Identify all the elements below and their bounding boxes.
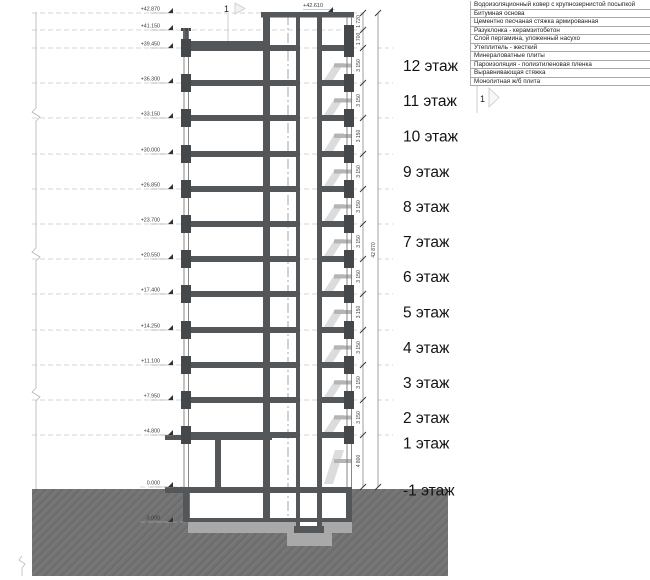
- floor-label: 8 этаж: [403, 199, 450, 216]
- stair-half-landing: [334, 99, 352, 103]
- floor-slab: [183, 80, 296, 86]
- foundation-slab: [188, 522, 352, 533]
- window-spandrel-block: [344, 391, 354, 409]
- stair-flight: [324, 450, 344, 484]
- stair-half-landing: [334, 310, 352, 314]
- floor-label: 7 этаж: [403, 234, 450, 251]
- dimension-value: 3 150: [356, 59, 362, 72]
- elevator-shaft-wall: [296, 17, 300, 526]
- window-spandrel-block: [344, 74, 354, 92]
- dimension-value: 3 150: [356, 200, 362, 213]
- floor-slab: [183, 432, 296, 438]
- floor-label: 4 этаж: [403, 340, 450, 357]
- basement-outer-wall: [346, 493, 352, 522]
- elevation-value: 0.000: [146, 480, 160, 487]
- legend-item: Водоизоляционный ковер с крупнозернистой посыпкой: [471, 1, 650, 10]
- elevation-value: +30.000: [140, 147, 160, 154]
- window-spandrel-block: [344, 321, 354, 339]
- stair-half-landing: [334, 134, 352, 138]
- basement-room: [270, 493, 296, 518]
- elevation-value: +20.550: [140, 252, 160, 259]
- stair-half-landing: [334, 240, 352, 244]
- basement-room: [322, 493, 346, 518]
- elevation-value: +14.250: [140, 323, 160, 330]
- legend-item: Цементно песчаная стяжка армированная: [471, 18, 650, 27]
- elevation-value: +33.150: [140, 111, 160, 118]
- break-line: [32, 12, 40, 489]
- elevation-value: +23.700: [140, 217, 160, 224]
- legend-item: Минераловатные плиты: [471, 52, 650, 61]
- floor-slab: [183, 397, 296, 403]
- dimension-value: 1 700: [356, 32, 362, 46]
- window-spandrel-block: [181, 426, 191, 444]
- detail-marker-number: 1: [224, 4, 230, 14]
- floor-label: 9 этаж: [403, 164, 450, 181]
- dimension-value: 3 150: [356, 94, 362, 107]
- detail-marker-number: 1: [480, 94, 486, 104]
- basement-outer-wall: [183, 493, 189, 522]
- window-spandrel-block: [344, 426, 354, 444]
- window-spandrel-block: [181, 109, 191, 127]
- window-spandrel-block: [181, 321, 191, 339]
- window-spandrel-block: [344, 145, 354, 163]
- elevation-tick: [168, 395, 173, 400]
- pit-bottom-slab: [294, 526, 324, 533]
- dimension-value: 4 800: [356, 454, 362, 468]
- floor-slab: [183, 186, 296, 192]
- window-spandrel-block: [344, 215, 354, 233]
- window-spandrel-block: [344, 39, 354, 57]
- legend-item: Битумная основа: [471, 10, 650, 19]
- dimension-value: 3 150: [356, 376, 362, 389]
- elevation-value: +11.100: [141, 358, 160, 365]
- window-spandrel-block: [344, 250, 354, 268]
- elevation-value: +36.300: [140, 76, 160, 83]
- floor-slab: [183, 327, 296, 333]
- floor-label: 3 этаж: [403, 375, 450, 392]
- floor-label: 1 этаж: [403, 435, 450, 453]
- elevation-value: +7.950: [143, 393, 160, 400]
- elevation-value: +26.850: [140, 182, 160, 189]
- elevation-value: +4.800: [143, 428, 160, 435]
- dimension-value: 3 150: [356, 235, 362, 248]
- window-spandrel-block: [344, 356, 354, 374]
- elevation-tick: [168, 113, 173, 118]
- roof-elevation-value: +42.610: [303, 3, 324, 9]
- floor-label: 2 этаж: [403, 410, 450, 427]
- elevation-tick: [168, 360, 173, 365]
- window-spandrel-block: [181, 39, 191, 57]
- elevation-tick: [168, 78, 173, 83]
- stair-half-landing: [334, 275, 352, 279]
- stair-half-landing: [334, 381, 352, 385]
- elevation-value: +17.400: [140, 287, 160, 294]
- elevation-tick: [168, 482, 173, 487]
- floor-slab: [183, 256, 296, 262]
- stair-half-landing: [334, 459, 352, 463]
- parapet-cap: [181, 28, 191, 31]
- elevation-tick: [168, 149, 173, 154]
- stair-half-landing: [334, 170, 352, 174]
- floor-slab: [183, 151, 296, 157]
- legend-item: Монолитная ж/б плита: [471, 78, 650, 87]
- elevation-tick: [168, 25, 173, 30]
- elevation-value: +42.870: [140, 6, 160, 13]
- floor-slab: [183, 115, 296, 121]
- dimension-value: 1 720: [356, 15, 362, 28]
- entrance-wall: [215, 440, 221, 487]
- floor-label: 12 этаж: [403, 58, 459, 75]
- floor-label: 6 этаж: [403, 269, 450, 286]
- floor-slab: [183, 221, 296, 227]
- dimension-total: 42 870: [371, 242, 377, 258]
- elevation-value: +41.150: [140, 23, 160, 30]
- floor-slab: [183, 291, 296, 297]
- window-spandrel-block: [181, 356, 191, 374]
- window-spandrel-block: [181, 74, 191, 92]
- stair-half-landing: [334, 416, 352, 420]
- elevation-value: +39.450: [140, 41, 160, 48]
- elevator-pit-foundation: [287, 533, 332, 546]
- legend-item: Разуклонка - керамзитобетон: [471, 27, 650, 36]
- basement-room: [190, 493, 263, 518]
- break-line: [19, 556, 25, 576]
- elevation-tick: [168, 184, 173, 189]
- window-spandrel-block: [181, 285, 191, 303]
- dimension-value: 3 150: [356, 270, 362, 283]
- window-spandrel-block: [181, 391, 191, 409]
- dimension-value: 3 150: [356, 305, 362, 319]
- machine-room-roof-slab: [261, 12, 354, 18]
- elevator-shaft-wall: [317, 17, 322, 526]
- floor-label: 5 этаж: [403, 304, 450, 322]
- ground-floor-slab: [165, 487, 352, 493]
- floor-slab: [183, 362, 296, 368]
- elevation-tick: [168, 325, 173, 330]
- window-spandrel-block: [181, 250, 191, 268]
- elevation-tick: [168, 8, 173, 13]
- roof-build-up-legend: [470, 1, 650, 86]
- elevation-tick: [168, 254, 173, 259]
- legend-item: Пароизоляция - полиэтиленовая пленка: [471, 61, 650, 70]
- elevation-tick: [168, 219, 173, 224]
- legend-item: Утеплитель - жесткий: [471, 44, 650, 53]
- stair-half-landing: [334, 64, 352, 68]
- dimension-value: 3 150: [356, 129, 362, 143]
- core-wall: [263, 17, 270, 522]
- window-spandrel-block: [181, 180, 191, 198]
- window-spandrel-block: [344, 180, 354, 198]
- window-spandrel-block: [181, 215, 191, 233]
- floor-slab: [183, 45, 296, 51]
- window-spandrel-block: [344, 285, 354, 303]
- stair-half-landing: [334, 346, 352, 350]
- window-spandrel-block: [181, 145, 191, 163]
- dimension-value: 3 150: [356, 341, 362, 354]
- detail-marker-flag: [235, 3, 245, 14]
- dimension-value: 3 150: [356, 411, 362, 424]
- elevation-value: -3.000: [144, 515, 160, 522]
- elevation-tick: [168, 43, 173, 48]
- dimension-value: 3 150: [356, 165, 362, 178]
- legend-item: Слой пергамина, уложенный насухо: [471, 35, 650, 44]
- window-spandrel-block: [344, 109, 354, 127]
- legend-item: Выравнивающая стяжка: [471, 69, 650, 78]
- stair-half-landing: [334, 205, 352, 209]
- floor-label: 10 этаж: [403, 128, 459, 146]
- floor-label: 11 этаж: [403, 93, 457, 110]
- window-spandrel-block: [344, 25, 354, 39]
- detail-marker-flag: [489, 88, 499, 107]
- floor-label: -1 этаж: [403, 482, 455, 500]
- elevation-tick: [168, 430, 173, 435]
- elevation-tick: [168, 289, 173, 294]
